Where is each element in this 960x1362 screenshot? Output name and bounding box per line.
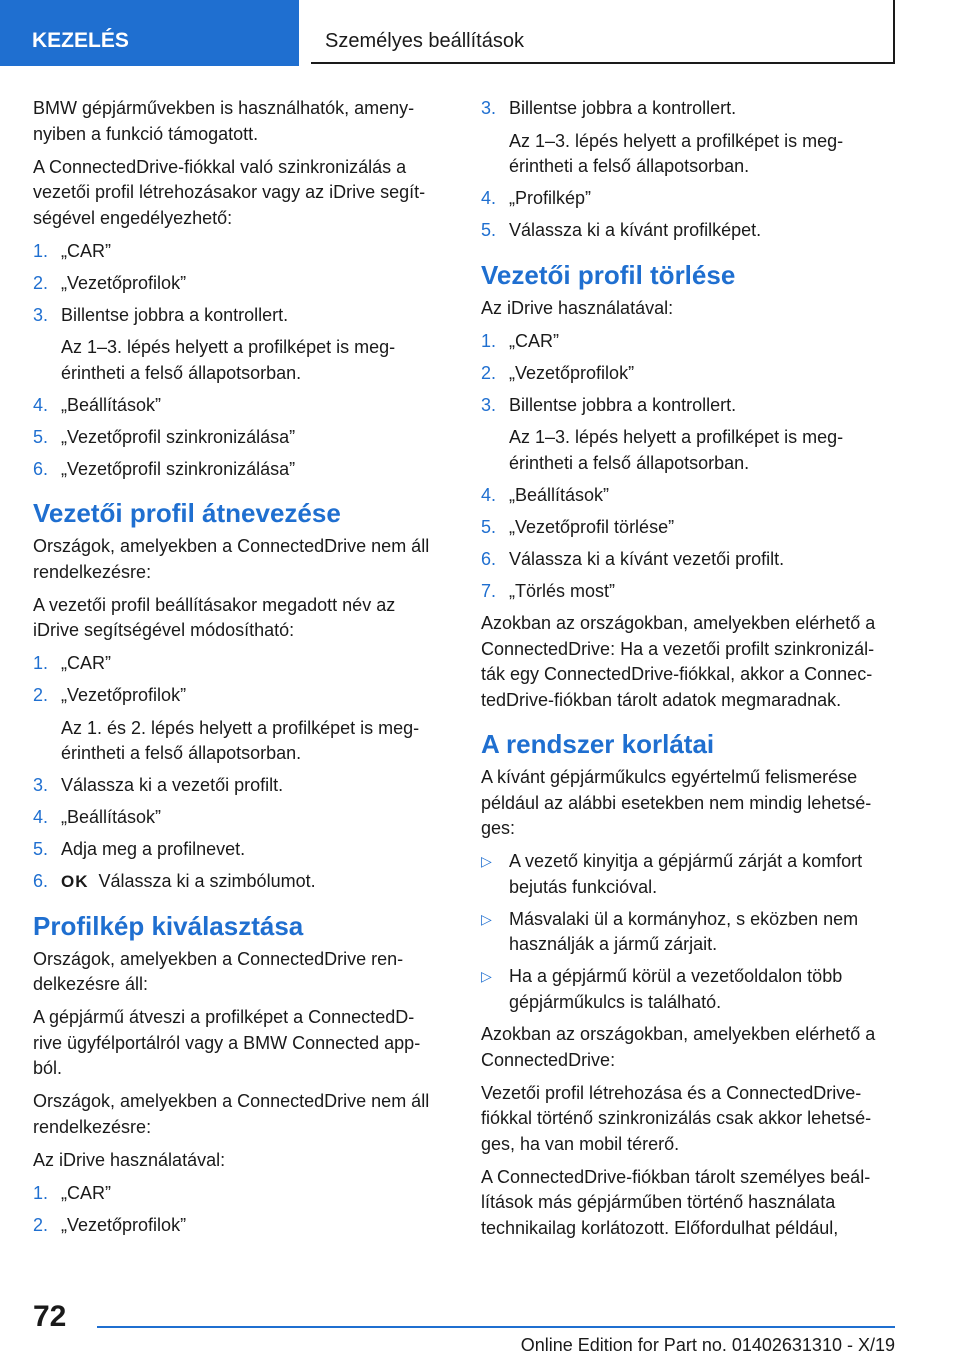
list-item: [33, 393, 443, 419]
list-item: [33, 837, 443, 863]
paragraph: Országok, amelyekben a ConnectedDrive nem áll rendelkezésre:: [33, 536, 430, 582]
step-number: 5.: [33, 426, 49, 447]
step-number: 1.: [33, 1182, 49, 1203]
step-number: 6.: [481, 548, 497, 569]
step-text: Billentse jobbra a kontrollert.: [509, 98, 737, 118]
sync-steps-list: [33, 239, 443, 483]
list-item: [481, 393, 895, 477]
step-text: „CAR”: [61, 653, 111, 673]
list-item: [481, 964, 895, 1015]
step-text: Válassza ki a vezetői profilt.: [61, 775, 284, 795]
step-text: „Vezetőprofilok”: [61, 272, 187, 293]
step-text: Válassza ki a kívánt vezetői profilt.: [509, 548, 785, 569]
paragraph: Országok, amelyekben a ConnectedDrive ren-delkezésre áll:: [33, 948, 404, 994]
paragraph: BMW gépjárművekben is használhatók, ameny-nyiben a funkció támogatott.: [33, 98, 415, 144]
step-number: 6.: [33, 458, 49, 479]
step-number: 5.: [481, 220, 497, 240]
step-number: 2.: [33, 1214, 49, 1235]
list-item: [33, 303, 443, 387]
step-text: Billentse jobbra a kontrollert.: [61, 304, 289, 325]
limits-bullet-list: [481, 849, 895, 1015]
step-text: „Törlés most”: [509, 580, 616, 601]
step-text: „Vezetőprofilok”: [509, 362, 635, 383]
step-number: 2.: [33, 685, 49, 705]
triangle-bullet-icon: ▷: [481, 853, 492, 869]
step-number: 5.: [33, 839, 49, 859]
step-text: „CAR”: [61, 1182, 111, 1203]
rename-steps-list: [33, 651, 443, 895]
section-tab: KEZELÉS: [0, 0, 299, 66]
step-text: „Vezetőprofilok”: [61, 1214, 187, 1235]
step-number: 4.: [33, 807, 49, 827]
paragraph: A ConnectedDrive-fiókban tárolt személyes beál-lítások más gépjárműben történő használata technikailag korlátozott. Előfordulhat például,: [481, 1166, 871, 1238]
list-item: [481, 515, 895, 541]
list-item: [481, 96, 895, 180]
step-text: „Vezetőprofil szinkronizálása”: [61, 458, 296, 479]
step-text: „CAR”: [509, 330, 559, 351]
list-item: [481, 579, 895, 605]
list-item: [33, 239, 443, 265]
step-number: 5.: [481, 516, 497, 537]
paragraph: Országok, amelyekben a ConnectedDrive nem áll rendelkezésre:: [33, 1091, 430, 1137]
section-heading: Vezetői profil törlése: [481, 259, 736, 290]
paragraph: A gépjármű átveszi a profilképet a ConnectedD-rive ügyfélportálról vagy a BMW Connected app-ból.: [33, 1007, 421, 1078]
step-number: 2.: [33, 272, 49, 293]
step-number: 3.: [481, 98, 497, 118]
right-column: [481, 96, 895, 1249]
list-item: [481, 218, 895, 244]
list-item: [481, 329, 895, 355]
list-item: [33, 271, 443, 297]
delete-steps-list: [481, 329, 895, 605]
step-text: Adja meg a profilnevet.: [61, 839, 246, 859]
step-number: 7.: [481, 580, 497, 601]
step-number: 1.: [481, 330, 497, 351]
paragraph: Azokban az országokban, amelyekben elérhető a ConnectedDrive: Ha a vezetői profilt szinkronizál-ták egy ConnectedDrive-fiókkal, akkor a Connec-tedDrive-fiókban tárolt adatok megmaradnak.: [481, 613, 876, 710]
list-item: [33, 651, 443, 677]
footer-edition: Online Edition for Part no. 01402631310 - X/19: [520, 1335, 895, 1355]
section-heading: Vezetői profil átnevezése: [33, 498, 341, 528]
list-item: [481, 849, 895, 900]
step-text: „Vezetőprofil szinkronizálása”: [61, 426, 296, 447]
list-item: [33, 1213, 443, 1239]
list-item: [33, 773, 443, 799]
step-text: „Beállítások”: [61, 807, 162, 827]
bullet-text: Ha a gépjármű körül a vezetőoldalon több gépjárműkulcs is található.: [509, 966, 843, 1012]
ok-icon: OK: [61, 872, 89, 891]
left-column: [33, 96, 443, 1245]
step-text: „CAR”: [61, 240, 111, 261]
paragraph: A kívánt gépjárműkulcs egyértelmű felismerése például az alábbi esetekben nem mindig lehetsé-ges:: [481, 767, 872, 838]
list-item: [33, 805, 443, 831]
list-item: [33, 1181, 443, 1207]
step-text: „Vezetőprofil törlése”: [509, 516, 675, 537]
step-text: „Beállítások”: [509, 484, 610, 505]
step-number: 3.: [33, 304, 49, 325]
step-number: 1.: [33, 653, 49, 673]
section-heading: A rendszer korlátai: [481, 729, 715, 759]
paragraph: Azokban az országokban, amelyekben elérhető a ConnectedDrive:: [481, 1024, 876, 1070]
paragraph: A vezetői profil beállításakor megadott név az iDrive segítségével módosítható:: [33, 594, 396, 640]
paragraph: Vezetői profil létrehozása és a ConnectedDrive-fiókkal történő szinkronizálás csak akkor lehetsé-ges, ha van mobil térerő.: [481, 1082, 872, 1154]
list-item: [481, 361, 895, 387]
step-number: 2.: [481, 362, 497, 383]
list-item: [33, 457, 443, 483]
step-number: 4.: [481, 484, 497, 505]
page-number: 72: [33, 1300, 67, 1333]
chapter-title: Személyes beállítások: [311, 0, 895, 64]
list-item: [481, 483, 895, 509]
step-text: Válassza ki a szimbólumot.: [98, 871, 316, 891]
paragraph: Az iDrive használatával:: [33, 1149, 226, 1170]
triangle-bullet-icon: ▷: [481, 968, 492, 984]
list-item: [481, 907, 895, 958]
paragraph: Az iDrive használatával:: [481, 297, 674, 318]
picture-steps-list: [33, 1181, 443, 1239]
list-item: [481, 186, 895, 212]
step-number: 3.: [481, 394, 497, 415]
step-note: Az 1. és 2. lépés helyett a profilképet is meg-érintheti a felső állapotsorban.: [61, 717, 420, 763]
footer-divider: [97, 1326, 895, 1328]
step-number: 4.: [481, 188, 497, 208]
section-heading: Profilkép kiválasztása: [33, 910, 304, 941]
picture-steps-list-continued: [481, 96, 895, 244]
step-note: Az 1–3. lépés helyett a profilképet is meg-érintheti a felső állapotsorban.: [509, 130, 844, 176]
step-text: Válassza ki a kívánt profilképet.: [509, 220, 762, 240]
step-text: Billentse jobbra a kontrollert.: [509, 394, 737, 415]
paragraph: A ConnectedDrive-fiókkal való szinkronizálás a vezetői profil létrehozásakor vagy az iDrive segít-ségével engedélyezhető:: [33, 156, 426, 228]
list-item: [33, 683, 443, 767]
step-note: Az 1–3. lépés helyett a profilképet is meg-érintheti a felső állapotsorban.: [509, 427, 844, 473]
step-note: Az 1–3. lépés helyett a profilképet is meg-érintheti a felső állapotsorban.: [61, 337, 396, 383]
bullet-text: A vezető kinyitja a gépjármű zárját a komfort bejutás funkcióval.: [509, 851, 863, 897]
step-number: 6.: [33, 871, 49, 891]
step-text: „Beállítások”: [61, 394, 162, 415]
step-number: 3.: [33, 775, 49, 795]
triangle-bullet-icon: ▷: [481, 910, 492, 927]
list-item: [33, 869, 443, 895]
step-number: 4.: [33, 394, 49, 415]
list-item: [33, 425, 443, 451]
list-item: [481, 547, 895, 573]
step-text: „Vezetőprofilok”: [61, 685, 187, 705]
bullet-text: Másvalaki ül a kormányhoz, s eközben nem használják a jármű zárjait.: [509, 908, 859, 954]
step-number: 1.: [33, 240, 49, 261]
step-text: „Profilkép”: [509, 188, 592, 208]
